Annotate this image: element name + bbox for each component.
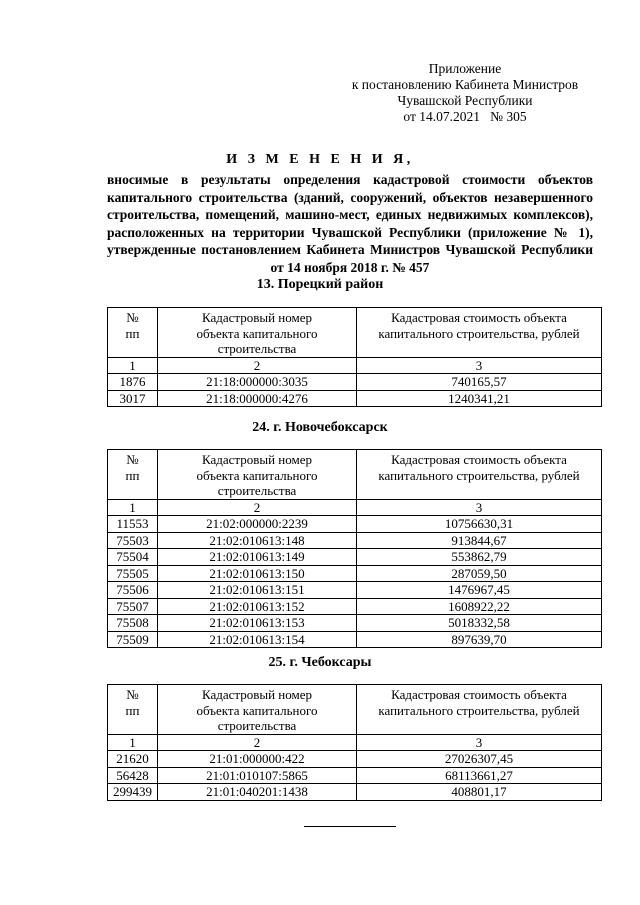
header-text: № пп — [125, 452, 140, 483]
section-title: 25. г. Чебоксары — [268, 655, 372, 670]
table-cell: 21:18:000000:3035 — [158, 374, 357, 391]
table-cell: 897639,70 — [357, 631, 602, 648]
header-text: Кадастровая стоимость объекта капитального строительства, рублей — [378, 452, 580, 483]
table-row — [108, 598, 602, 615]
table-cell: 10756630,31 — [357, 516, 602, 533]
table-cell: 287059,50 — [357, 565, 602, 582]
header-text: Кадастровая стоимость объекта капитального строительства, рублей — [378, 687, 580, 718]
header-cell — [158, 450, 357, 500]
table-cell: 75508 — [108, 615, 158, 632]
table-cell: 299439 — [108, 784, 158, 801]
appendix-line: Чувашской Республики — [397, 93, 533, 108]
table-cell: 2 — [158, 734, 357, 751]
table-cell: 11553 — [108, 516, 158, 533]
header-cell — [158, 308, 357, 358]
table-cell: 21:02:000000:2239 — [158, 516, 357, 533]
header-text: № пп — [125, 687, 140, 718]
table-header-row — [108, 685, 602, 735]
header-text: № пп — [125, 310, 140, 341]
table-row — [108, 516, 602, 533]
header-cell — [108, 685, 158, 735]
table-cell: 68113661,27 — [357, 767, 602, 784]
table-row — [108, 549, 602, 566]
table-cell: 21:02:010613:154 — [158, 631, 357, 648]
table-header-row — [108, 450, 602, 500]
header-text: Кадастровый номер объекта капитального строительства — [196, 687, 318, 733]
table-cell: 5018332,58 — [357, 615, 602, 632]
table-cell: 75507 — [108, 598, 158, 615]
table-row — [108, 631, 602, 648]
appendix-block — [335, 61, 595, 125]
cadastral-table — [107, 684, 602, 801]
table-cell: 3017 — [108, 390, 158, 407]
table-cell: 75503 — [108, 532, 158, 549]
table-row — [108, 374, 602, 391]
table-cell: 3 — [357, 499, 602, 516]
header-text: Кадастровая стоимость объекта капитального строительства, рублей — [378, 310, 580, 341]
header-cell — [357, 450, 602, 500]
table-cell: 1 — [108, 357, 158, 374]
table-cell: 75504 — [108, 549, 158, 566]
header-text: Кадастровый номер объекта капитального строительства — [196, 310, 318, 356]
table-cell: 3 — [357, 357, 602, 374]
table-cell: 27026307,45 — [357, 751, 602, 768]
cadastral-table — [107, 307, 602, 407]
table-cell: 1608922,22 — [357, 598, 602, 615]
table-cell: 75505 — [108, 565, 158, 582]
section-title: 13. Порецкий район — [256, 277, 384, 292]
table-cell: 913844,67 — [357, 532, 602, 549]
footer-rule — [304, 826, 396, 827]
table-row — [108, 767, 602, 784]
header-cell — [108, 308, 158, 358]
table-cell: 75506 — [108, 582, 158, 599]
table-cell: 21:18:000000:4276 — [158, 390, 357, 407]
header-text: Кадастровый номер объекта капитального строительства — [196, 452, 318, 498]
header-cell — [108, 450, 158, 500]
table-header-row — [108, 308, 602, 358]
cadastral-table — [107, 449, 602, 648]
table-cell: 21:01:040201:1438 — [158, 784, 357, 801]
appendix-line: к постановлению Кабинета Министров — [351, 77, 579, 92]
table-row — [108, 532, 602, 549]
table-cell: 553862,79 — [357, 549, 602, 566]
table-row — [108, 784, 602, 801]
table-cell: 1476967,45 — [357, 582, 602, 599]
table-cell: 75509 — [108, 631, 158, 648]
table-cell: 21:02:010613:153 — [158, 615, 357, 632]
table-cell: 56428 — [108, 767, 158, 784]
table-row — [108, 582, 602, 599]
table-cell: 21:02:010613:151 — [158, 582, 357, 599]
column-number-row — [108, 499, 602, 516]
table-cell: 21:02:010613:150 — [158, 565, 357, 582]
header-cell — [357, 685, 602, 735]
table-cell: 1 — [108, 734, 158, 751]
appendix-line: Приложение — [428, 61, 502, 76]
table-cell: 21:02:010613:148 — [158, 532, 357, 549]
document-subtitle: вносимые в результаты определения кадастровой стоимости объектов капитального строительства (зданий, сооружений, объектов незавершенного строительства, помещений, машино-мест, единых недвижимых комплексов), расположенных на территории Чувашской Республики (приложение № 1), утвержденные постановлением Кабинета Министров Чувашской Республики от 14 ноября 2018 г. № 457 — [107, 172, 593, 275]
document-title: И З М Е Н Е Н И Я, — [226, 152, 414, 167]
table-cell: 3 — [357, 734, 602, 751]
table-row — [108, 615, 602, 632]
table-cell: 21:02:010613:152 — [158, 598, 357, 615]
table-cell: 2 — [158, 499, 357, 516]
header-cell — [158, 685, 357, 735]
column-number-row — [108, 357, 602, 374]
section-title: 24. г. Новочебоксарск — [252, 420, 388, 435]
table-row — [108, 751, 602, 768]
table-cell: 1240341,21 — [357, 390, 602, 407]
table-cell: 1 — [108, 499, 158, 516]
table-cell: 21620 — [108, 751, 158, 768]
table-row — [108, 565, 602, 582]
table-cell: 21:02:010613:149 — [158, 549, 357, 566]
table-cell: 740165,57 — [357, 374, 602, 391]
table-cell: 21:01:000000:422 — [158, 751, 357, 768]
column-number-row — [108, 734, 602, 751]
appendix-line: от 14.07.2021 № 305 — [403, 109, 527, 124]
table-cell: 2 — [158, 357, 357, 374]
table-row — [108, 390, 602, 407]
table-cell: 408801,17 — [357, 784, 602, 801]
header-cell — [357, 308, 602, 358]
table-cell: 1876 — [108, 374, 158, 391]
table-cell: 21:01:010107:5865 — [158, 767, 357, 784]
